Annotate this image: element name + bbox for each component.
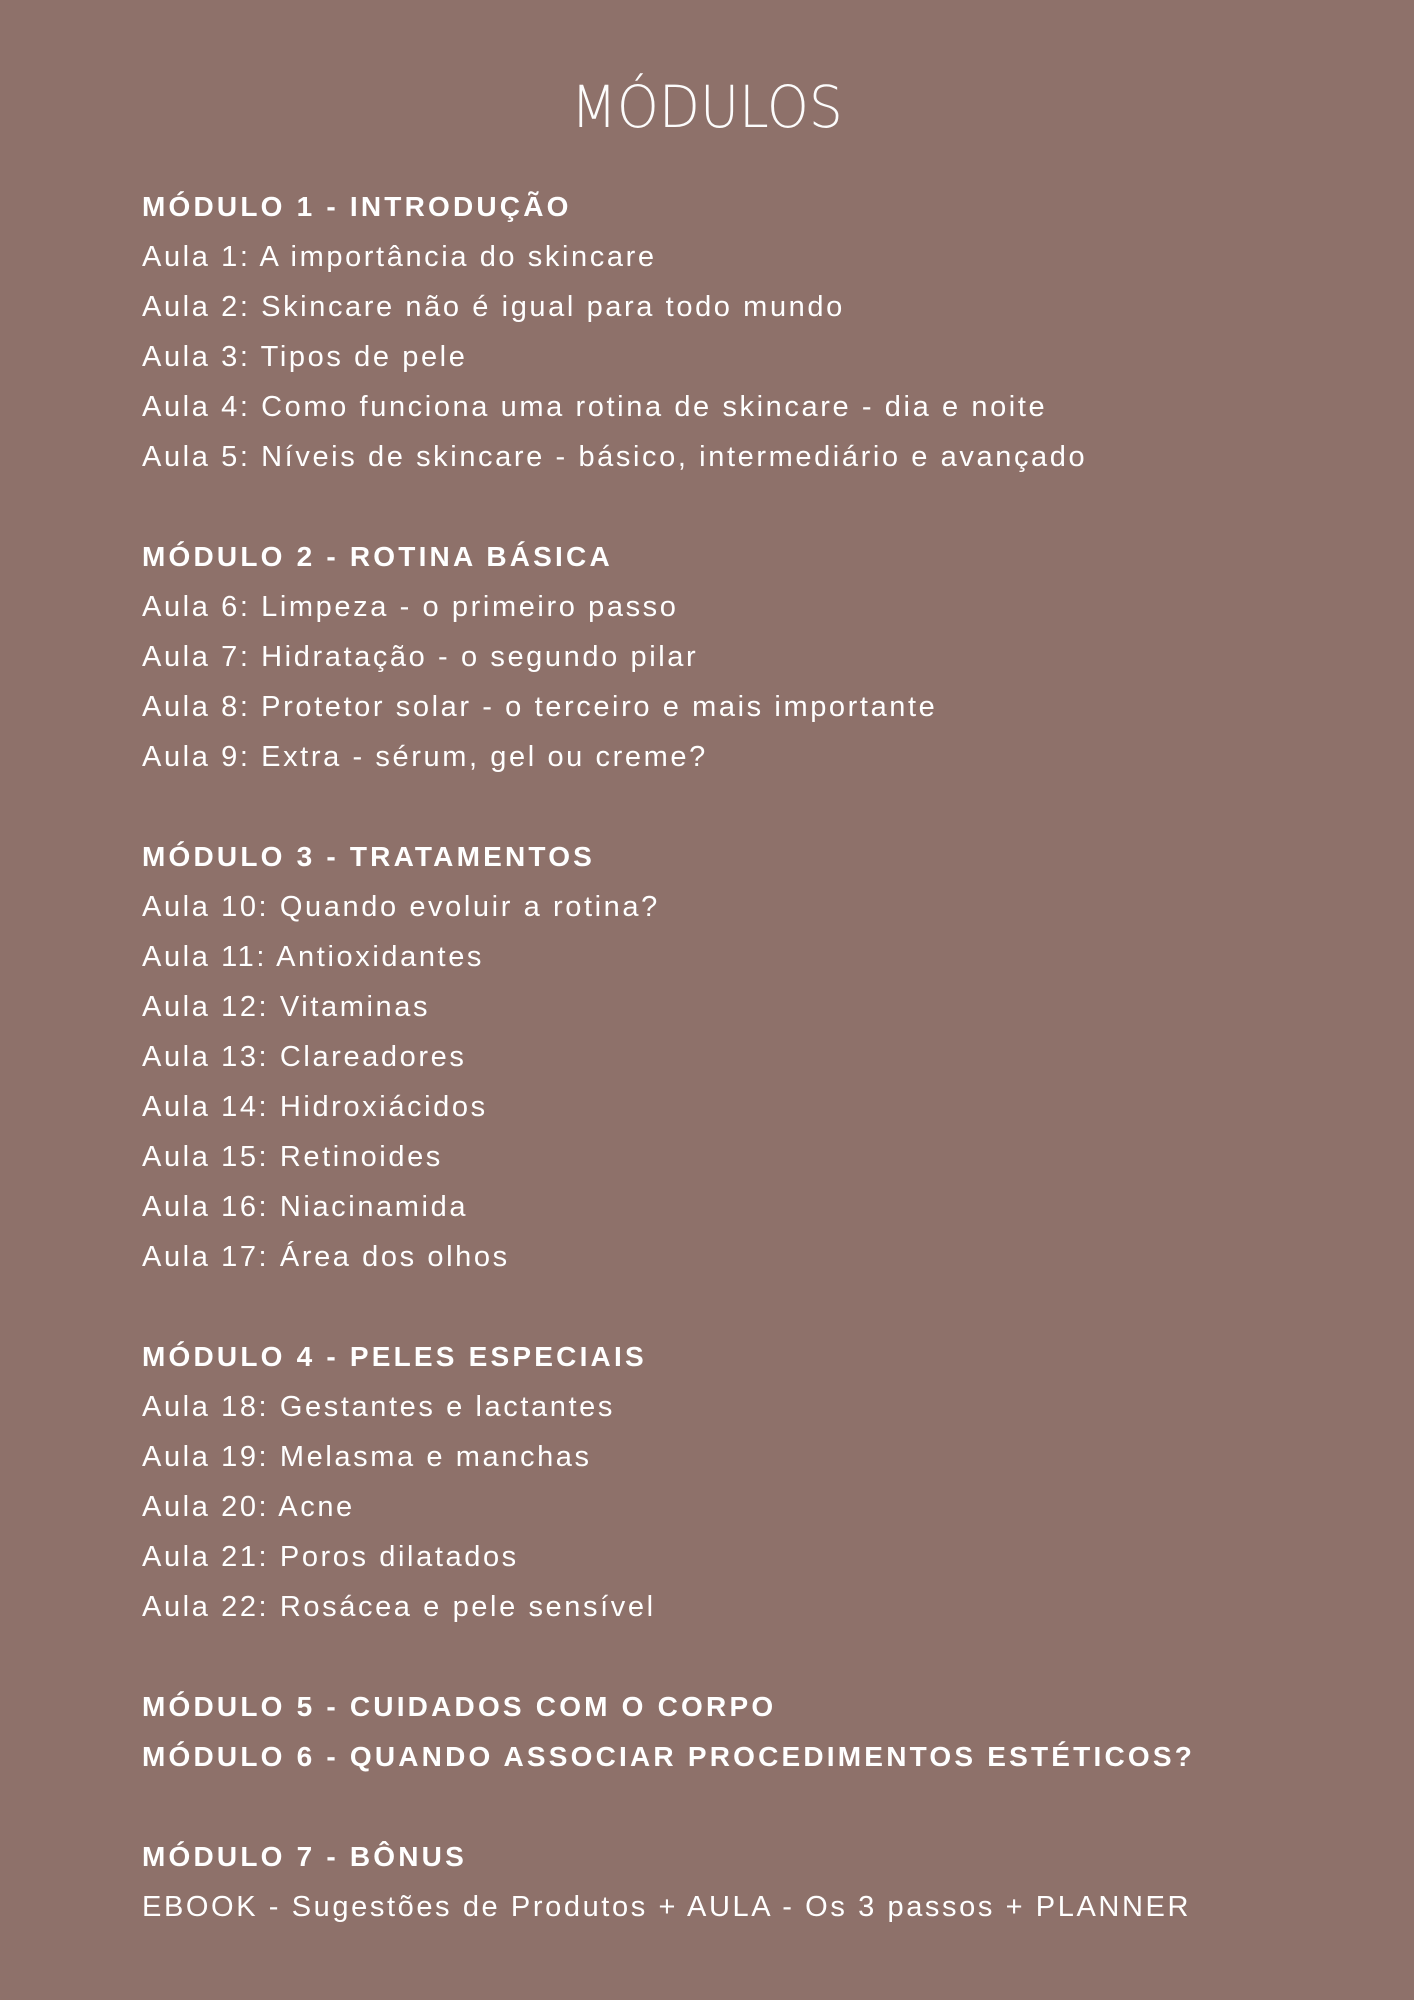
lesson-item: Aula 3: Tipos de pele bbox=[142, 341, 468, 373]
section-spacer bbox=[142, 1632, 1342, 1682]
lesson-item: Aula 1: A importância do skincare bbox=[142, 241, 657, 273]
module-6-heading: MÓDULO 6 - QUANDO ASSOCIAR PROCEDIMENTOS ESTÉTICOS? bbox=[142, 1741, 1196, 1772]
lesson-item: Aula 8: Protetor solar - o terceiro e mais importante bbox=[142, 691, 938, 723]
lesson-item: Aula 9: Extra - sérum, gel ou creme? bbox=[142, 741, 708, 773]
module-7-heading: MÓDULO 7 - BÔNUS bbox=[142, 1841, 467, 1872]
lesson-item: Aula 21: Poros dilatados bbox=[142, 1541, 519, 1573]
lesson-item: Aula 4: Como funciona uma rotina de skincare - dia e noite bbox=[142, 391, 1048, 423]
lesson-item: Aula 5: Níveis de skincare - básico, intermediário e avançado bbox=[142, 441, 1088, 473]
lesson-item: Aula 10: Quando evoluir a rotina? bbox=[142, 891, 660, 923]
lesson-item: Aula 15: Retinoides bbox=[142, 1141, 443, 1173]
lesson-item: Aula 7: Hidratação - o segundo pilar bbox=[142, 641, 699, 673]
lesson-item: Aula 16: Niacinamida bbox=[142, 1191, 469, 1223]
lesson-item: Aula 2: Skincare não é igual para todo mundo bbox=[142, 291, 845, 323]
module-4-heading: MÓDULO 4 - PELES ESPECIAIS bbox=[142, 1341, 647, 1372]
lesson-item: Aula 19: Melasma e manchas bbox=[142, 1441, 592, 1473]
section-spacer bbox=[142, 482, 1342, 532]
lesson-item: Aula 20: Acne bbox=[142, 1491, 355, 1523]
lesson-item: Aula 11: Antioxidantes bbox=[142, 941, 485, 973]
lesson-item: Aula 13: Clareadores bbox=[142, 1041, 467, 1073]
page-title bbox=[0, 72, 1414, 142]
page-title-text: MÓDULOS bbox=[571, 73, 843, 141]
lesson-item: Aula 12: Vitaminas bbox=[142, 991, 431, 1023]
section-spacer bbox=[142, 782, 1342, 832]
lesson-item: Aula 17: Área dos olhos bbox=[142, 1241, 510, 1273]
module-1-heading: MÓDULO 1 - INTRODUÇÃO bbox=[142, 191, 572, 222]
module-3-heading: MÓDULO 3 - TRATAMENTOS bbox=[142, 841, 596, 872]
lesson-item: Aula 18: Gestantes e lactantes bbox=[142, 1391, 615, 1423]
modules-list bbox=[142, 182, 1342, 1932]
bonus-item: EBOOK - Sugestões de Produtos + AULA - Os 3 passos + PLANNER bbox=[142, 1891, 1191, 1923]
module-5-heading: MÓDULO 5 - CUIDADOS COM O CORPO bbox=[142, 1691, 777, 1722]
lesson-item: Aula 6: Limpeza - o primeiro passo bbox=[142, 591, 679, 623]
section-spacer bbox=[142, 1282, 1342, 1332]
section-spacer bbox=[142, 1782, 1342, 1832]
lesson-item: Aula 22: Rosácea e pele sensível bbox=[142, 1591, 656, 1623]
module-2-heading: MÓDULO 2 - ROTINA BÁSICA bbox=[142, 541, 613, 572]
lesson-item: Aula 14: Hidroxiácidos bbox=[142, 1091, 488, 1123]
